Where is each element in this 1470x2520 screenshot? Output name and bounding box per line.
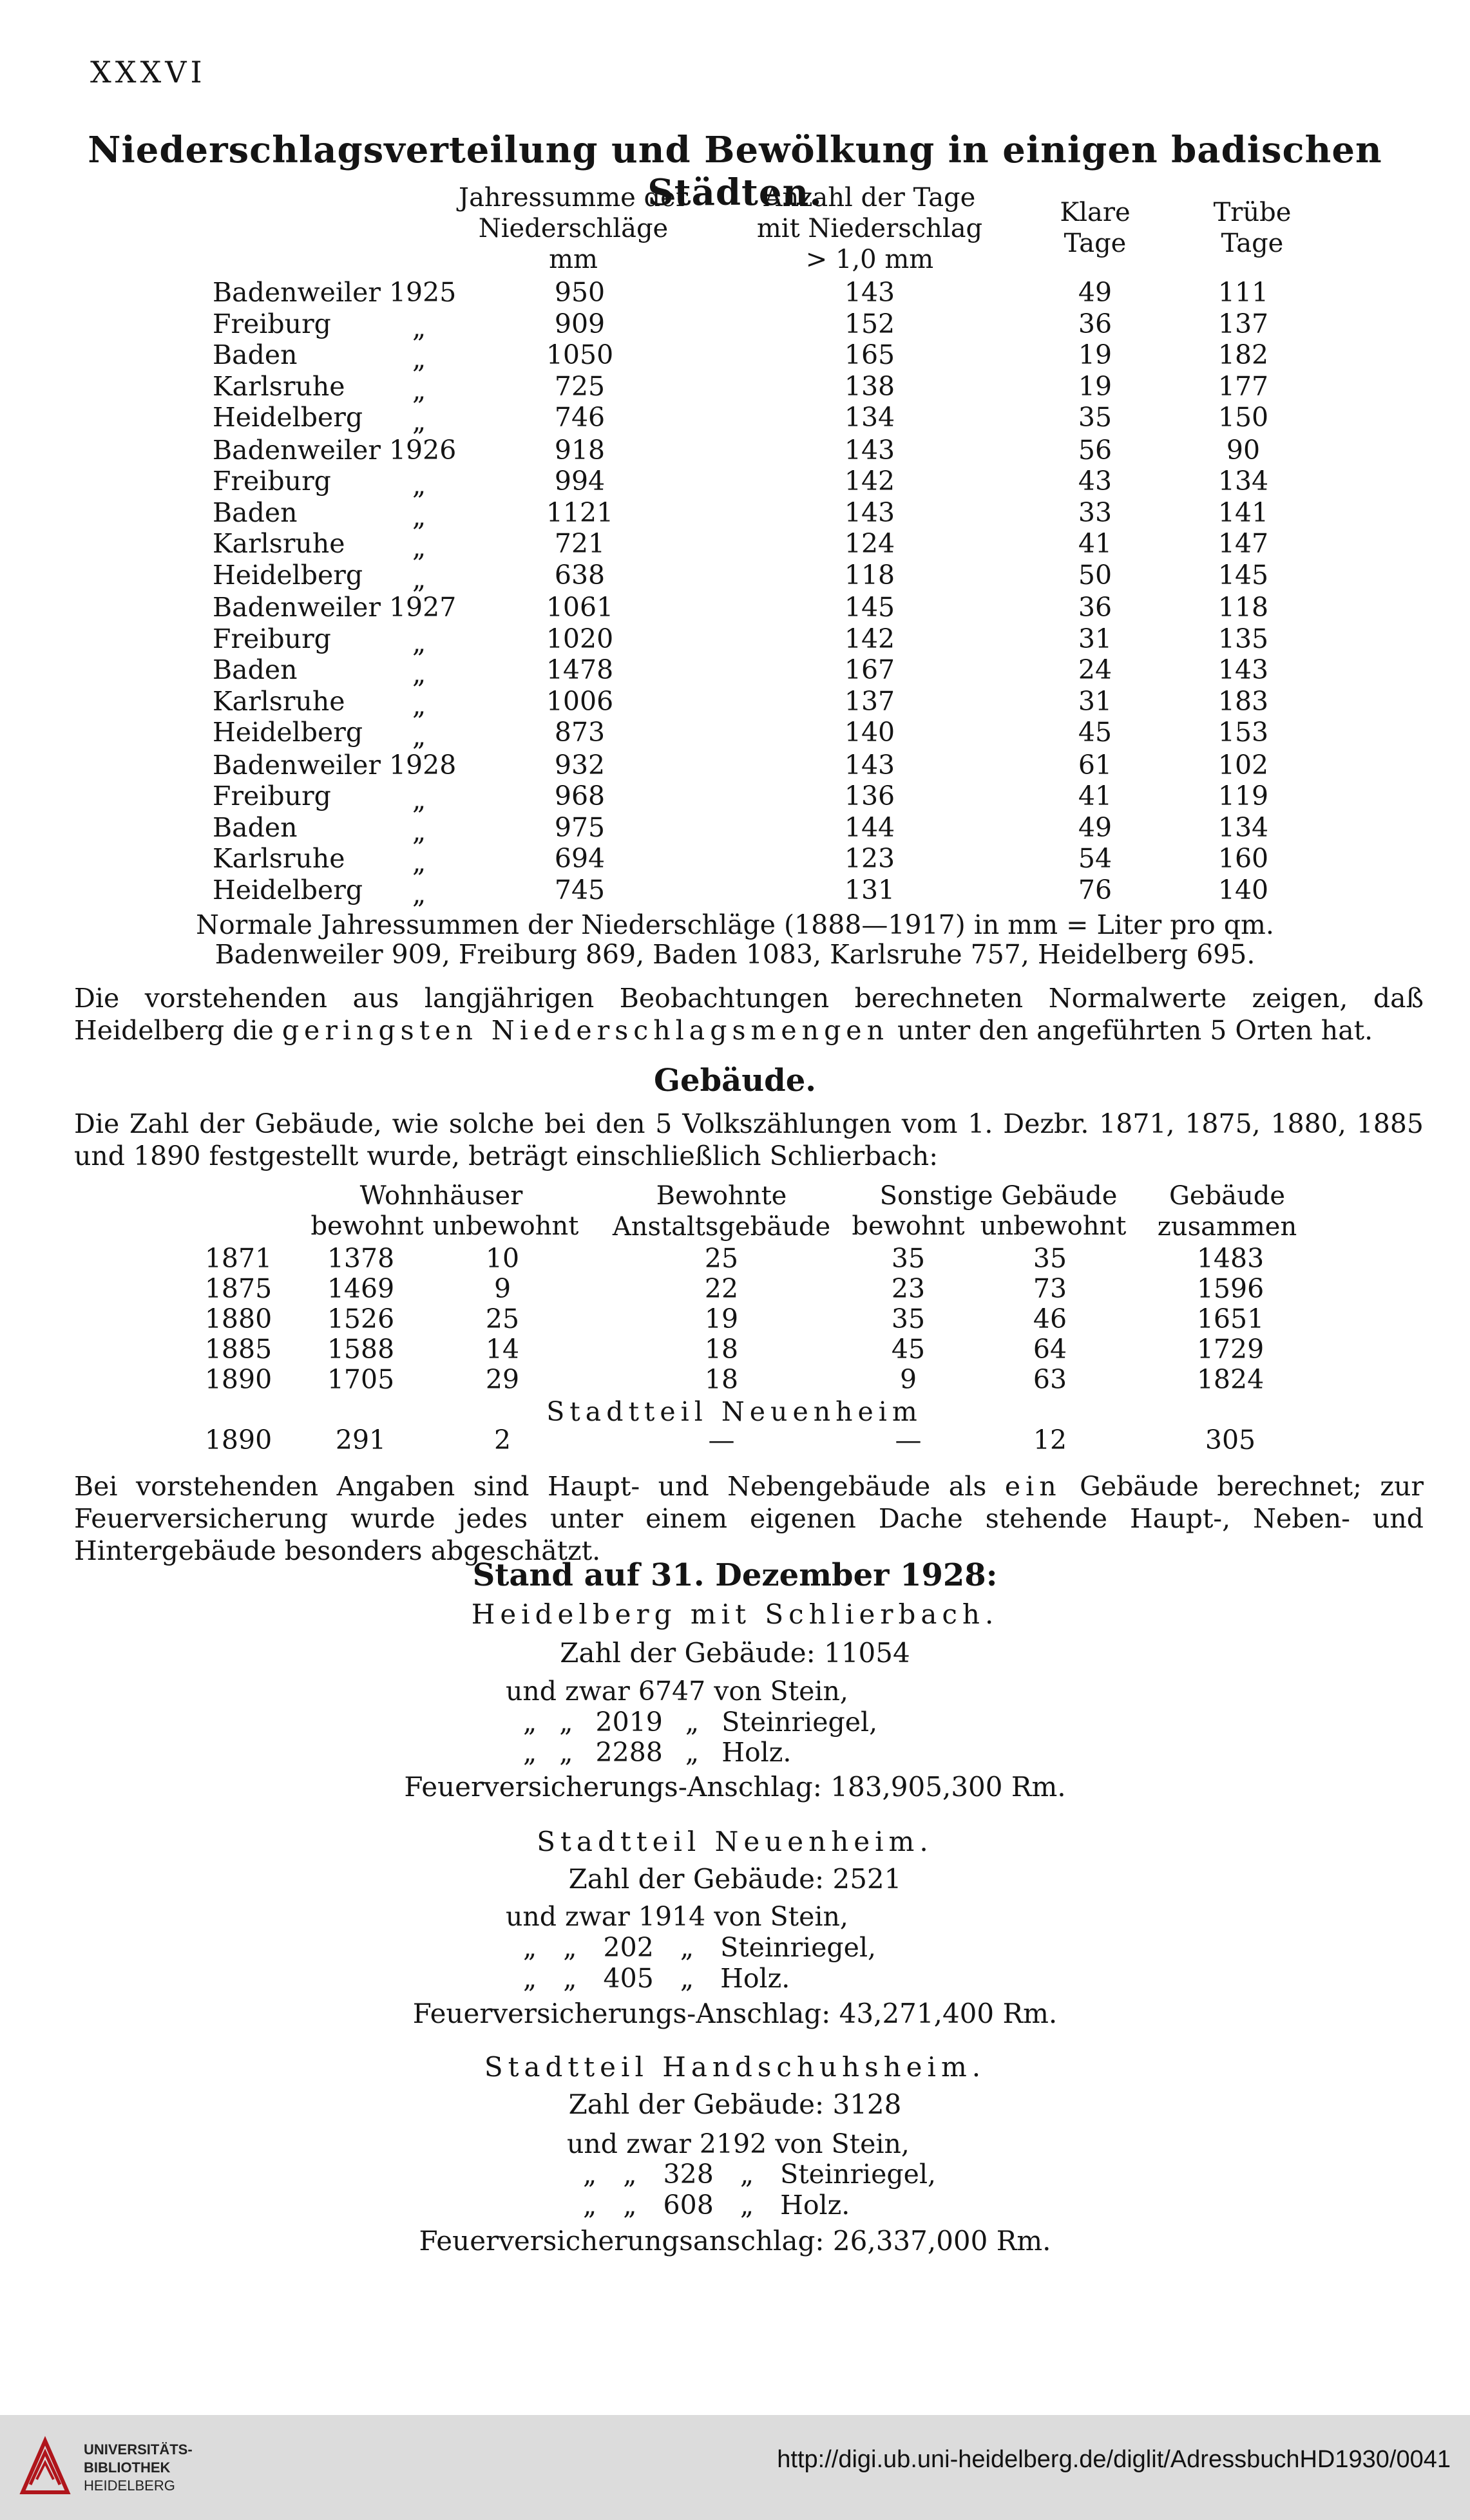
other-occupied-header: bewohnt	[852, 1211, 965, 1241]
precip-row-ditto: „	[412, 469, 426, 500]
precip-row-city: Badenweiler 1926	[213, 435, 457, 466]
building-row-s-bewohnt: 23	[891, 1273, 926, 1304]
building-row-year: 1880	[204, 1303, 272, 1334]
precip-row-days: 131	[844, 875, 895, 905]
precip-row-days: 142	[844, 466, 895, 497]
handschuhsheim-frame: „ „ 328 „ Steinriegel,	[583, 2159, 937, 2190]
other-buildings-header: Sonstige Gebäude	[879, 1181, 1118, 1211]
precip-row-cloudy: 160	[1217, 843, 1269, 874]
precip-row-clear: 33	[1078, 497, 1112, 528]
other-unoccupied-header: unbewohnt	[980, 1211, 1127, 1241]
precip-row-clear: 19	[1078, 339, 1112, 370]
precip-row-clear: 35	[1078, 402, 1112, 433]
precip-row-clear: 49	[1078, 277, 1112, 308]
precip-row-city: Karlsruhe	[213, 371, 345, 402]
building-row-s-unbewohnt: 46	[1033, 1303, 1067, 1334]
precip-header: Jahressumme der Niederschläge mm	[459, 183, 688, 274]
precip-row-ditto: „	[412, 847, 426, 878]
building-row-total: 1483	[1196, 1243, 1265, 1274]
precip-row-ditto: „	[412, 564, 426, 594]
precip-row-amount: 1121	[546, 497, 614, 528]
precip-row-clear: 56	[1078, 435, 1112, 466]
neuenheim-subheading: Stadtteil Neuenheim	[546, 1396, 922, 1427]
buildings-note: Bei vorstehenden Angaben sind Haupt- und Nebengebäude als ein Gebäude berechnet; zur Feuerversicherung wurde jedes unter einem eigenen Dache stehende Haupt-, Neben- und Hintergebäude besonders abgeschätzt.	[74, 1471, 1424, 1566]
precip-row-amount: 725	[554, 371, 606, 402]
neuenheim-cell-s-unbewohnt: 12	[1033, 1425, 1067, 1455]
unoccupied-header: unbewohnt	[432, 1211, 579, 1241]
precip-row-days: 145	[844, 592, 895, 623]
building-row-unbewohnt: 14	[485, 1334, 520, 1365]
precip-row-ditto: „	[412, 406, 426, 437]
precip-row-days: 152	[844, 308, 895, 339]
neuenheim-title: Stadtteil Neuenheim.	[537, 1826, 933, 1857]
university-library-logo-icon	[16, 2434, 74, 2499]
building-row-unbewohnt: 25	[485, 1303, 520, 1334]
building-row-year: 1890	[204, 1364, 272, 1395]
precip-row-days: 136	[844, 781, 895, 811]
neuenheim-cell-unbewohnt: 2	[493, 1425, 511, 1455]
normal-values-list: Badenweiler 909, Freiburg 869, Baden 1083, Karlsruhe 757, Heidelberg 695.	[215, 939, 1255, 970]
precip-row-cloudy: 183	[1217, 686, 1269, 717]
precip-row-ditto: „	[412, 878, 426, 909]
cloudy-days-header: Trübe Tage	[1213, 198, 1292, 258]
status-heading: Stand auf 31. Dezember 1928:	[472, 1557, 998, 1593]
precip-row-amount: 1050	[546, 339, 614, 370]
precip-row-cloudy: 140	[1217, 875, 1269, 905]
precip-row-city: Karlsruhe	[213, 686, 345, 717]
precip-row-ditto: „	[412, 658, 426, 689]
heidelberg-stone: und zwar 6747 von Stein,	[506, 1676, 848, 1707]
precip-row-amount: 873	[554, 717, 606, 748]
precip-row-amount: 968	[554, 781, 606, 811]
precip-row-amount: 694	[554, 843, 606, 874]
precip-row-city: Baden	[213, 654, 298, 685]
precip-row-city: Heidelberg	[213, 717, 363, 748]
precip-row-amount: 918	[554, 435, 606, 466]
precip-row-cloudy: 150	[1217, 402, 1269, 433]
building-row-total: 1596	[1196, 1273, 1265, 1304]
precip-row-cloudy: 145	[1217, 560, 1269, 591]
building-row-anstalt: 25	[704, 1243, 739, 1274]
buildings-intro: Die Zahl der Gebäude, wie solche bei den 5 Volkszählungen vom 1. Dezbr. 1871, 1875, 1880, 1885 und 1890 festgestellt wurde, beträgt einschließlich Schlierbach:	[74, 1108, 1424, 1171]
handschuhsheim-stone: und zwar 2192 von Stein,	[567, 2128, 910, 2159]
precip-row-city: Freiburg	[213, 781, 331, 811]
precipitation-title: Niederschlagsverteilung und Bewölkung in einigen badischen Städten.	[88, 129, 1382, 214]
precip-row-city: Baden	[213, 339, 298, 370]
building-row-s-bewohnt: 9	[899, 1364, 917, 1395]
building-row-s-bewohnt: 45	[891, 1334, 926, 1365]
precip-row-days: 143	[844, 750, 895, 781]
building-row-anstalt: 18	[704, 1364, 739, 1395]
precip-row-ditto: „	[412, 816, 426, 847]
precip-row-clear: 76	[1078, 875, 1112, 905]
precip-row-ditto: „	[412, 627, 426, 658]
precip-row-amount: 975	[554, 812, 606, 843]
precipitation-paragraph: Die vorstehenden aus langjährigen Beobachtungen berechneten Normalwerte zeigen, daß Heidelberg die geringsten Niederschlagsmengen unter den angeführten 5 Orten hat.	[74, 983, 1424, 1046]
building-row-unbewohnt: 29	[485, 1364, 520, 1395]
precip-row-days: 140	[844, 717, 895, 748]
precip-row-amount: 638	[554, 560, 606, 591]
precip-row-days: 143	[844, 497, 895, 528]
footer-bar	[0, 2415, 1470, 2520]
building-row-total: 1651	[1196, 1303, 1265, 1334]
buildings-heading: Gebäude.	[654, 1063, 816, 1099]
precip-row-city: Karlsruhe	[213, 843, 345, 874]
precip-row-clear: 19	[1078, 371, 1112, 402]
occupied-header: bewohnt	[310, 1211, 424, 1241]
handschuhsheim-insurance: Feuerversicherungsanschlag: 26,337,000 Rm.	[419, 2225, 1051, 2257]
precip-row-city: Heidelberg	[213, 560, 363, 591]
precip-row-days: 134	[844, 402, 895, 433]
building-row-s-bewohnt: 35	[891, 1243, 926, 1274]
precip-row-ditto: „	[412, 501, 426, 532]
precip-row-ditto: „	[412, 375, 426, 406]
normal-values-note: Normale Jahressummen der Niederschläge (1888—1917) in mm = Liter pro qm.	[196, 909, 1274, 940]
precip-row-clear: 41	[1078, 781, 1112, 811]
precip-row-days: 123	[844, 843, 895, 874]
precip-row-ditto: „	[412, 690, 426, 721]
precip-row-cloudy: 102	[1217, 750, 1269, 781]
precip-row-cloudy: 137	[1217, 308, 1269, 339]
precip-row-cloudy: 147	[1217, 528, 1269, 559]
precip-row-amount: 1061	[546, 592, 614, 623]
precip-row-ditto: „	[412, 312, 426, 343]
precip-row-days: 144	[844, 812, 895, 843]
building-row-unbewohnt: 10	[485, 1243, 520, 1274]
residential-header: Wohnhäuser	[359, 1181, 523, 1211]
building-row-s-unbewohnt: 63	[1033, 1364, 1067, 1395]
precip-row-clear: 61	[1078, 750, 1112, 781]
building-row-total: 1729	[1196, 1334, 1265, 1365]
neuenheim-cell-anstalt: —	[708, 1425, 735, 1455]
precip-row-days: 143	[844, 277, 895, 308]
clear-days-header: Klare Tage	[1060, 198, 1131, 258]
precip-row-amount: 746	[554, 402, 606, 433]
building-row-anstalt: 22	[704, 1273, 739, 1304]
building-row-bewohnt: 1469	[327, 1273, 395, 1304]
heidelberg-wood: „ „ 2288 „ Holz.	[523, 1737, 792, 1768]
building-row-anstalt: 18	[704, 1334, 739, 1365]
precip-row-clear: 31	[1078, 686, 1112, 717]
building-row-bewohnt: 1526	[327, 1303, 395, 1334]
neuenheim-cell-bewohnt: 291	[335, 1425, 387, 1455]
handschuhsheim-wood: „ „ 608 „ Holz.	[583, 2190, 850, 2221]
precip-row-amount: 909	[554, 308, 606, 339]
precip-row-amount: 721	[554, 528, 606, 559]
precip-row-cloudy: 119	[1217, 781, 1269, 811]
precip-row-ditto: „	[412, 532, 426, 563]
precip-row-days: 118	[844, 560, 895, 591]
precip-row-ditto: „	[412, 721, 426, 752]
precip-row-days: 124	[844, 528, 895, 559]
precip-row-city: Heidelberg	[213, 875, 363, 905]
heidelberg-insurance: Feuerversicherungs-Anschlag: 183,905,300 Rm.	[404, 1771, 1066, 1803]
institution-header: Bewohnte Anstaltsgebäude	[612, 1181, 831, 1242]
precip-row-cloudy: 143	[1217, 654, 1269, 685]
precip-row-days: 137	[844, 686, 895, 717]
precip-row-amount: 1478	[546, 654, 614, 685]
precip-row-clear: 54	[1078, 843, 1112, 874]
precip-row-city: Baden	[213, 497, 298, 528]
heidelberg-frame: „ „ 2019 „ Steinriegel,	[523, 1707, 878, 1738]
precip-row-amount: 932	[554, 750, 606, 781]
precip-row-cloudy: 141	[1217, 497, 1269, 528]
handschuhsheim-title: Stadtteil Handschuhsheim.	[484, 2051, 986, 2083]
building-row-bewohnt: 1378	[327, 1243, 395, 1274]
precip-row-city: Badenweiler 1928	[213, 750, 457, 781]
library-name: UNIVERSITÄTS- BIBLIOTHEK HEIDELBERG	[84, 2441, 193, 2494]
precip-row-cloudy: 90	[1226, 435, 1261, 466]
precip-row-cloudy: 153	[1217, 717, 1269, 748]
precip-row-cloudy: 134	[1217, 466, 1269, 497]
precip-row-amount: 950	[554, 277, 606, 308]
precip-row-cloudy: 134	[1217, 812, 1269, 843]
precip-row-ditto: „	[412, 784, 426, 815]
building-row-anstalt: 19	[704, 1303, 739, 1334]
neuenheim-cell-total: 305	[1205, 1425, 1256, 1455]
precip-row-amount: 1020	[546, 623, 614, 654]
building-row-s-bewohnt: 35	[891, 1303, 926, 1334]
precip-row-cloudy: 177	[1217, 371, 1269, 402]
precip-row-clear: 36	[1078, 308, 1112, 339]
heidelberg-title: Heidelberg mit Schlierbach.	[471, 1598, 999, 1630]
precip-row-days: 138	[844, 371, 895, 402]
precip-row-cloudy: 111	[1217, 277, 1269, 308]
building-row-unbewohnt: 9	[493, 1273, 511, 1304]
building-row-s-unbewohnt: 64	[1033, 1334, 1067, 1365]
precip-row-amount: 994	[554, 466, 606, 497]
page-number: XXXVI	[90, 55, 206, 90]
precip-row-cloudy: 135	[1217, 623, 1269, 654]
precip-row-clear: 43	[1078, 466, 1112, 497]
total-header: Gebäude zusammen	[1157, 1181, 1297, 1242]
building-row-year: 1875	[204, 1273, 272, 1304]
building-row-bewohnt: 1588	[327, 1334, 395, 1365]
precip-row-days: 167	[844, 654, 895, 685]
precip-row-city: Freiburg	[213, 466, 331, 497]
precip-row-city: Badenweiler 1925	[213, 277, 457, 308]
precip-row-clear: 31	[1078, 623, 1112, 654]
neuenheim-cell-s-bewohnt: —	[895, 1425, 922, 1455]
precip-row-clear: 36	[1078, 592, 1112, 623]
precip-row-amount: 745	[554, 875, 606, 905]
precip-row-city: Badenweiler 1927	[213, 592, 457, 623]
precip-row-city: Karlsruhe	[213, 528, 345, 559]
neuenheim-frame: „ „ 202 „ Steinriegel,	[523, 1932, 877, 1963]
neuenheim-cell-year: 1890	[204, 1425, 272, 1455]
precip-row-clear: 24	[1078, 654, 1112, 685]
precip-row-clear: 41	[1078, 528, 1112, 559]
precip-row-days: 142	[844, 623, 895, 654]
neuenheim-count: Zahl der Gebäude: 2521	[568, 1863, 902, 1895]
precip-row-cloudy: 118	[1217, 592, 1269, 623]
building-row-bewohnt: 1705	[327, 1364, 395, 1395]
precip-row-ditto: „	[412, 343, 426, 374]
precip-row-cloudy: 182	[1217, 339, 1269, 370]
precip-row-city: Baden	[213, 812, 298, 843]
handschuhsheim-count: Zahl der Gebäude: 3128	[568, 2089, 902, 2120]
precip-row-city: Freiburg	[213, 623, 331, 654]
rain-days-header: Anzahl der Tage mit Niederschlag > 1,0 mm	[756, 183, 983, 274]
precip-row-clear: 50	[1078, 560, 1112, 591]
building-row-s-unbewohnt: 35	[1033, 1243, 1067, 1274]
neuenheim-wood: „ „ 405 „ Holz.	[523, 1963, 790, 1994]
building-row-total: 1824	[1196, 1364, 1265, 1395]
heidelberg-count: Zahl der Gebäude: 11054	[560, 1637, 910, 1669]
neuenheim-insurance: Feuerversicherungs-Anschlag: 43,271,400 Rm.	[412, 1998, 1058, 2029]
precip-row-days: 165	[844, 339, 895, 370]
source-url-link[interactable]: http://digi.ub.uni-heidelberg.de/diglit/AdressbuchHD1930/0041	[777, 2446, 1451, 2473]
precip-row-city: Heidelberg	[213, 402, 363, 433]
building-row-year: 1885	[204, 1334, 272, 1365]
precip-row-days: 143	[844, 435, 895, 466]
precip-row-amount: 1006	[546, 686, 614, 717]
neuenheim-stone: und zwar 1914 von Stein,	[506, 1901, 848, 1932]
building-row-s-unbewohnt: 73	[1033, 1273, 1067, 1304]
precip-row-city: Freiburg	[213, 308, 331, 339]
precip-row-clear: 45	[1078, 717, 1112, 748]
building-row-year: 1871	[204, 1243, 272, 1274]
precip-row-clear: 49	[1078, 812, 1112, 843]
